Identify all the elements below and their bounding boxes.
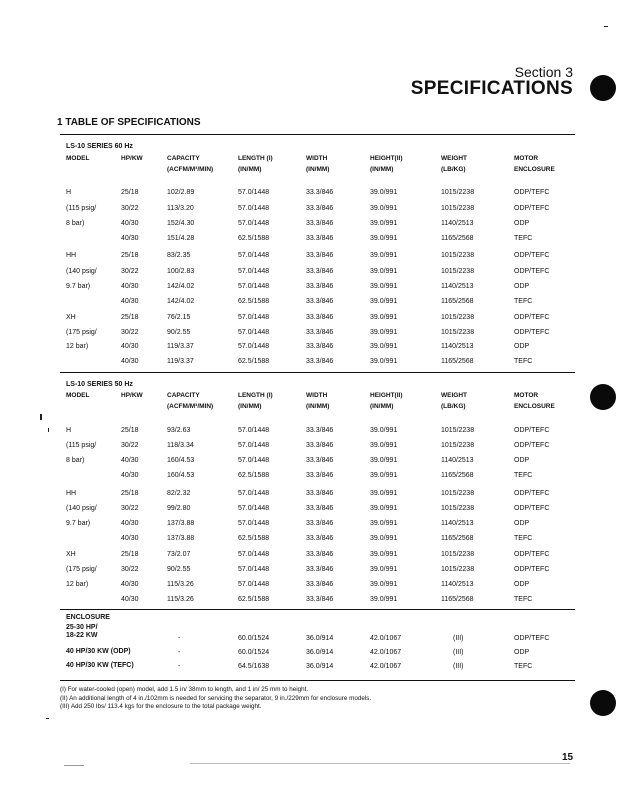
enclosure-model: 25-30 HP/ 18-22 KW [66,624,98,639]
cell-width: 33.3/846 [306,427,334,434]
cell-width: 33.3/846 [306,520,334,527]
cell-model: XH [66,551,76,558]
cell-length: 57.0/1448 [238,442,270,449]
cell-motor-enclosure: ODP/TEFC [514,551,550,558]
column-header-width: WIDTH [306,155,328,162]
cell-height: 39.0/991 [370,551,398,558]
cell-width: 33.3/846 [306,566,334,573]
cell-width: 33.3/846 [306,329,334,336]
column-subheader-motor-enclosure: ENCLOSURE [514,403,555,410]
table-title: 1 TABLE OF SPECIFICATIONS [57,117,201,128]
binder-hole-middle [590,384,616,410]
cell-width: 33.3/846 [306,220,334,227]
column-header-height: HEIGHT(II) [370,155,403,162]
cell-motor-enclosure: ODP/TEFC [514,329,550,336]
cell-hp-kw: 40/30 [121,358,139,365]
cell-model: (175 psig/ [66,329,97,336]
cell-capacity: 137/3.88 [167,520,195,527]
cell-hp-kw: 30/22 [121,442,139,449]
enclosure-cell: 36.0/914 [306,663,334,670]
enclosure-cell: (III) [453,649,464,656]
enclosure-cell: 64.5/1638 [238,663,270,670]
cell-capacity: 90/2.55 [167,566,191,573]
cell-length: 57.0/1448 [238,581,270,588]
cell-hp-kw: 40/30 [121,298,139,305]
cell-weight: 1165/2568 [441,535,474,542]
cell-hp-kw: 40/30 [121,535,139,542]
cell-length: 62.5/1588 [238,235,270,242]
cell-motor-enclosure: TEFC [514,298,533,305]
cell-length: 57.0/1448 [238,427,270,434]
cell-model: HH [66,252,77,259]
column-header-hp-kw: HP/KW [121,392,143,399]
cell-hp-kw: 40/30 [121,581,139,588]
cell-height: 39.0/991 [370,329,398,336]
series-title-50hz: LS-10 SERIES 50 Hz [66,381,133,388]
footnote: (III) Add 250 lbs/ 113.4 kgs for the enclosure to the total package weight. [60,703,262,710]
cell-weight: 1165/2568 [441,472,474,479]
column-header-capacity: CAPACITY [167,155,200,162]
scan-speck [48,428,49,432]
scan-speck [40,414,42,420]
cell-width: 33.3/846 [306,283,334,290]
enclosure-cell: TEFC [514,663,533,670]
cell-length: 57.0/1448 [238,268,270,275]
cell-hp-kw: 40/30 [121,343,139,350]
cell-hp-kw: 25/18 [121,252,139,259]
cell-height: 39.0/991 [370,235,398,242]
column-header-model: MODEL [66,155,90,162]
cell-height: 39.0/991 [370,252,398,259]
cell-motor-enclosure: ODP/TEFC [514,427,550,434]
enclosure-cell: 60.0/1524 [238,635,270,642]
cell-width: 33.3/846 [306,343,334,350]
cell-capacity: 113/3.20 [167,205,194,212]
cell-model: (115 psig/ [66,442,97,449]
cell-motor-enclosure: TEFC [514,535,533,542]
cell-capacity: 115/3.26 [167,596,194,603]
cell-motor-enclosure: ODP/TEFC [514,252,550,259]
cell-weight: 1140/2513 [441,343,474,350]
enclosure-cell: - [178,663,181,670]
cell-hp-kw: 25/18 [121,551,139,558]
cell-hp-kw: 30/22 [121,329,139,336]
cell-capacity: 119/3.37 [167,343,194,350]
cell-capacity: 152/4.30 [167,220,195,227]
cell-motor-enclosure: ODP/TEFC [514,490,550,497]
cell-hp-kw: 40/30 [121,235,139,242]
cell-weight: 1015/2238 [441,252,475,259]
cell-height: 39.0/991 [370,581,398,588]
cell-motor-enclosure: TEFC [514,358,533,365]
cell-hp-kw: 40/30 [121,596,139,603]
cell-height: 39.0/991 [370,596,398,603]
cell-height: 39.0/991 [370,520,398,527]
column-subheader-height: (IN/MM) [370,166,394,173]
cell-hp-kw: 40/30 [121,220,139,227]
cell-height: 39.0/991 [370,427,398,434]
cell-hp-kw: 25/18 [121,314,139,321]
cell-length: 57.0/1448 [238,220,270,227]
cell-hp-kw: 25/18 [121,490,139,497]
cell-length: 62.5/1588 [238,298,270,305]
cell-weight: 1015/2238 [441,205,475,212]
scan-speck [64,765,84,766]
cell-motor-enclosure: ODP/TEFC [514,189,550,196]
cell-width: 33.3/846 [306,189,334,196]
page-title: SPECIFICATIONS [410,78,573,99]
cell-height: 39.0/991 [370,442,398,449]
cell-width: 33.3/846 [306,205,334,212]
cell-width: 33.3/846 [306,505,334,512]
cell-weight: 1140/2513 [441,581,474,588]
cell-motor-enclosure: ODP [514,220,530,227]
cell-width: 33.3/846 [306,298,334,305]
cell-model: H [66,427,72,434]
cell-model: H [66,189,72,196]
cell-hp-kw: 40/30 [121,472,139,479]
cell-height: 39.0/991 [370,268,398,275]
series-divider-rule [60,372,575,373]
cell-length: 57.0/1448 [238,329,270,336]
cell-width: 33.3/846 [306,252,334,259]
cell-width: 33.3/846 [306,442,334,449]
column-header-length: LENGTH (I) [238,392,273,399]
enclosure-cell: - [178,635,181,642]
cell-model: 12 bar) [66,581,89,588]
cell-height: 39.0/991 [370,205,398,212]
cell-width: 33.3/846 [306,551,334,558]
column-subheader-width: (IN/MM) [306,403,330,410]
cell-length: 62.5/1588 [238,596,270,603]
column-subheader-capacity: (ACFM/M³/MIN) [167,166,214,173]
cell-length: 57.0/1448 [238,520,270,527]
cell-weight: 1140/2513 [441,283,474,290]
cell-weight: 1015/2238 [441,314,475,321]
cell-motor-enclosure: ODP [514,581,530,588]
cell-capacity: 99/2.80 [167,505,191,512]
cell-height: 39.0/991 [370,220,398,227]
cell-length: 62.5/1588 [238,358,270,365]
cell-hp-kw: 30/22 [121,566,139,573]
cell-width: 33.3/846 [306,358,334,365]
cell-model: 8 bar) [66,457,85,464]
cell-width: 33.3/846 [306,268,334,275]
cell-weight: 1015/2238 [441,329,475,336]
enclosure-cell: 60.0/1524 [238,649,270,656]
cell-motor-enclosure: ODP/TEFC [514,505,550,512]
cell-width: 33.3/846 [306,457,334,464]
cell-motor-enclosure: ODP/TEFC [514,442,550,449]
cell-capacity: 118/3.34 [167,442,194,449]
cell-height: 39.0/991 [370,490,398,497]
enclosure-title: ENCLOSURE [66,614,110,621]
cell-hp-kw: 40/30 [121,283,139,290]
cell-model: (115 psig/ [66,205,97,212]
cell-model: 8 bar) [66,220,85,227]
cell-height: 39.0/991 [370,314,398,321]
table-top-rule [60,134,575,135]
footnotes [60,686,371,712]
cell-hp-kw: 25/18 [121,189,139,196]
cell-motor-enclosure: ODP/TEFC [514,566,550,573]
column-subheader-height: (IN/MM) [370,403,394,410]
cell-height: 39.0/991 [370,535,398,542]
cell-capacity: 82/2.32 [167,490,191,497]
cell-capacity: 160/4.53 [167,457,195,464]
cell-capacity: 119/3.37 [167,358,194,365]
scan-speck [190,763,570,764]
cell-weight: 1015/2238 [441,505,475,512]
column-subheader-capacity: (ACFM/M³/MIN) [167,403,214,410]
cell-width: 33.3/846 [306,535,334,542]
cell-motor-enclosure: ODP [514,457,530,464]
column-subheader-weight: (LB/KG) [441,403,466,410]
column-header-weight: WEIGHT [441,155,467,162]
cell-weight: 1165/2568 [441,358,474,365]
enclosure-cell: (III) [453,635,464,642]
cell-height: 39.0/991 [370,283,398,290]
cell-model: 9.7 bar) [66,283,91,290]
cell-capacity: 93/2.63 [167,427,191,434]
cell-length: 57.0/1448 [238,205,270,212]
cell-height: 39.0/991 [370,298,398,305]
enclosure-cell: (III) [453,663,464,670]
scan-speck [604,26,608,27]
cell-hp-kw: 30/22 [121,268,139,275]
column-header-model: MODEL [66,392,90,399]
cell-model: (140 psig/ [66,268,97,275]
cell-weight: 1165/2568 [441,596,474,603]
cell-capacity: 137/3.88 [167,535,195,542]
enclosure-model: 40 HP/30 KW (TEFC) [66,662,134,669]
page-number: 15 [562,752,574,763]
cell-width: 33.3/846 [306,581,334,588]
cell-motor-enclosure: ODP/TEFC [514,205,550,212]
cell-length: 57.0/1448 [238,551,270,558]
cell-capacity: 83/2.35 [167,252,191,259]
cell-hp-kw: 30/22 [121,505,139,512]
cell-model: 12 bar) [66,343,89,350]
binder-hole-top [590,75,616,101]
cell-length: 57.0/1448 [238,283,270,290]
cell-weight: 1015/2238 [441,268,475,275]
cell-weight: 1165/2568 [441,235,474,242]
cell-weight: 1140/2513 [441,457,474,464]
column-header-width: WIDTH [306,392,328,399]
cell-weight: 1015/2238 [441,189,475,196]
cell-height: 39.0/991 [370,189,398,196]
cell-hp-kw: 40/30 [121,520,139,527]
cell-capacity: 115/3.26 [167,581,194,588]
notes-divider-rule [60,680,575,681]
cell-model: XH [66,314,76,321]
cell-model: 9.7 bar) [66,520,91,527]
cell-length: 57.0/1448 [238,189,270,196]
cell-weight: 1015/2238 [441,551,475,558]
cell-length: 57.0/1448 [238,457,270,464]
footnote: (I) For water-cooled (open) model, add 1.5 in/ 38mm to length, and 1 in/ 25 mm to height. [60,686,309,693]
cell-hp-kw: 40/30 [121,457,139,464]
cell-weight: 1015/2238 [441,427,475,434]
cell-weight: 1140/2513 [441,220,474,227]
cell-length: 57.0/1448 [238,314,270,321]
cell-motor-enclosure: TEFC [514,472,533,479]
cell-length: 57.0/1448 [238,566,270,573]
cell-width: 33.3/846 [306,235,334,242]
cell-capacity: 102/2.89 [167,189,195,196]
column-subheader-motor-enclosure: ENCLOSURE [514,166,555,173]
enclosure-cell: 42.0/1067 [370,649,402,656]
binder-hole-bottom [590,690,616,716]
cell-motor-enclosure: TEFC [514,235,533,242]
cell-height: 39.0/991 [370,566,398,573]
footnote: (II) An additional length of 4 in./102mm is needed for servicing the separator, 9 in./229mm for enclosure models. [60,694,372,702]
column-header-length: LENGTH (I) [238,155,273,162]
column-subheader-width: (IN/MM) [306,166,330,173]
cell-model: (175 psig/ [66,566,97,573]
cell-length: 62.5/1588 [238,535,270,542]
cell-model: HH [66,490,77,497]
cell-height: 39.0/991 [370,457,398,464]
cell-height: 39.0/991 [370,343,398,350]
cell-capacity: 90/2.55 [167,329,191,336]
enclosure-cell: 42.0/1067 [370,635,402,642]
column-header-motor-enclosure: MOTOR [514,392,539,399]
cell-motor-enclosure: ODP [514,283,530,290]
column-header-capacity: CAPACITY [167,392,200,399]
cell-motor-enclosure: ODP [514,343,530,350]
enclosure-cell: 42.0/1067 [370,663,402,670]
cell-capacity: 151/4.28 [167,235,195,242]
column-subheader-length: (IN/MM) [238,166,262,173]
cell-capacity: 76/2.15 [167,314,191,321]
column-header-motor-enclosure: MOTOR [514,155,539,162]
cell-weight: 1015/2238 [441,490,475,497]
cell-model: (140 psig/ [66,505,97,512]
section-label: Section 3 [514,64,573,80]
cell-motor-enclosure: ODP/TEFC [514,314,550,321]
cell-length: 57.0/1448 [238,343,270,350]
cell-capacity: 100/2.83 [167,268,195,275]
cell-length: 57.0/1448 [238,505,270,512]
series-title-60hz: LS-10 SERIES 60 Hz [66,143,133,150]
cell-weight: 1015/2238 [441,442,475,449]
cell-height: 39.0/991 [370,505,398,512]
cell-capacity: 73/2.07 [167,551,191,558]
cell-length: 57.0/1448 [238,252,270,259]
cell-hp-kw: 30/22 [121,205,139,212]
enclosure-model: 40 HP/30 KW (ODP) [66,648,131,655]
column-header-weight: WEIGHT [441,392,467,399]
cell-motor-enclosure: ODP/TEFC [514,268,550,275]
column-header-height: HEIGHT(II) [370,392,403,399]
cell-weight: 1165/2568 [441,298,474,305]
cell-height: 39.0/991 [370,472,398,479]
column-subheader-weight: (LB/KG) [441,166,466,173]
cell-width: 33.3/846 [306,472,334,479]
enclosure-divider-rule [60,609,575,610]
cell-width: 33.3/846 [306,314,334,321]
column-subheader-length: (IN/MM) [238,403,262,410]
cell-width: 33.3/846 [306,596,334,603]
cell-motor-enclosure: ODP [514,520,530,527]
scan-speck [46,718,49,719]
cell-length: 62.5/1588 [238,472,270,479]
cell-capacity: 160/4.53 [167,472,195,479]
enclosure-cell: ODP [514,649,530,656]
column-header-hp-kw: HP/KW [121,155,143,162]
enclosure-cell: 36.0/914 [306,635,334,642]
cell-motor-enclosure: TEFC [514,596,533,603]
cell-weight: 1140/2513 [441,520,474,527]
cell-length: 57.0/1448 [238,490,270,497]
enclosure-cell: 36.0/914 [306,649,334,656]
cell-hp-kw: 25/18 [121,427,139,434]
cell-capacity: 142/4.02 [167,298,195,305]
cell-width: 33.3/846 [306,490,334,497]
cell-weight: 1015/2238 [441,566,475,573]
cell-height: 39.0/991 [370,358,398,365]
cell-capacity: 142/4.02 [167,283,195,290]
enclosure-cell: ODP/TEFC [514,635,550,642]
enclosure-cell: - [178,649,181,656]
